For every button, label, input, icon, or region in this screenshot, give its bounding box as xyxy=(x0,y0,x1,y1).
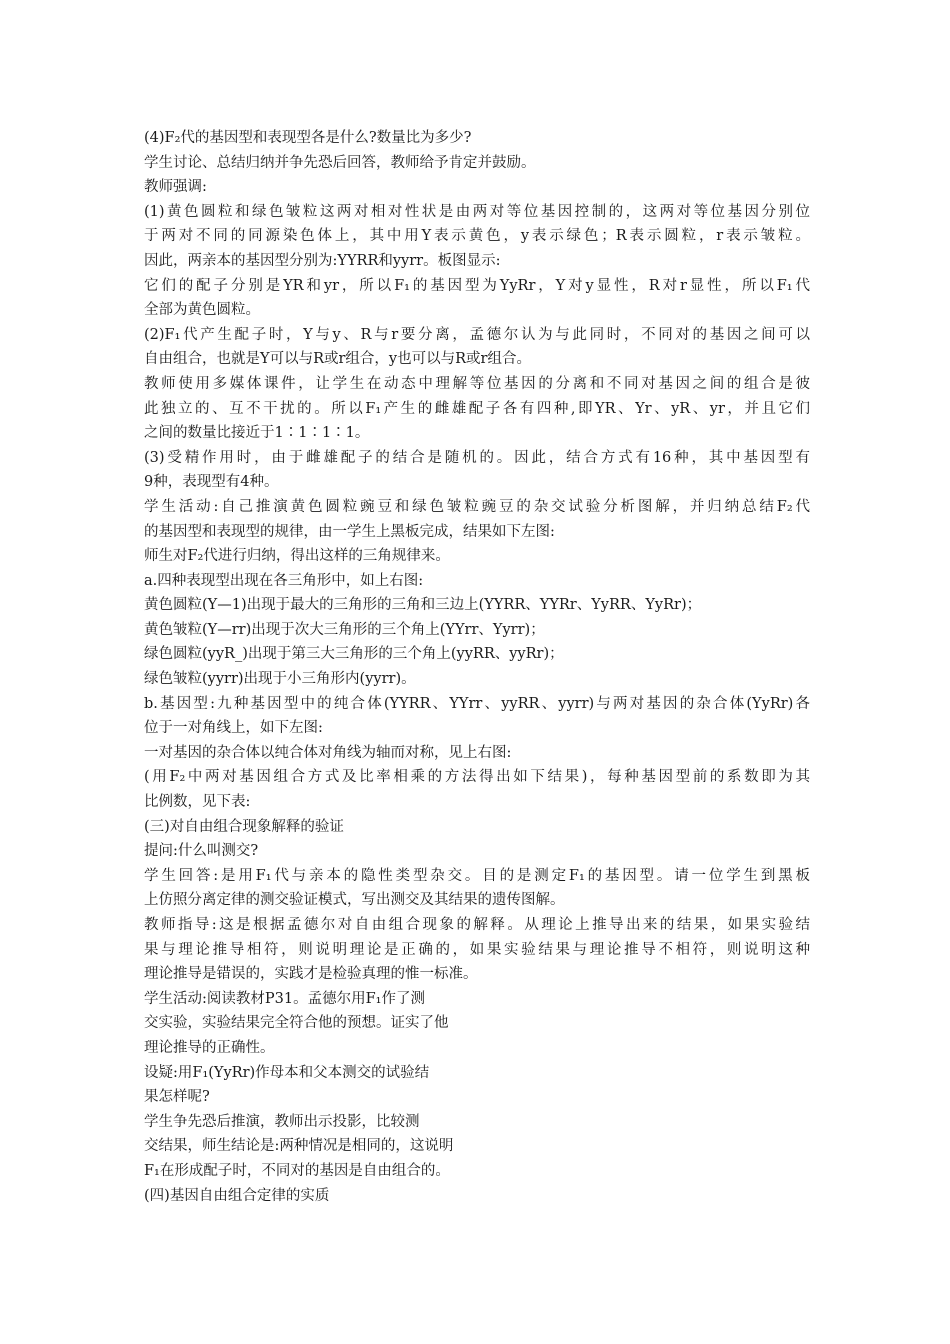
text-line: 于两对不同的同源染色体上，其中用Y表示黄色，y表示绿色；R表示圆粒，r表示皱粒。 xyxy=(144,228,810,245)
text-line: 教师使用多媒体课件，让学生在动态中理解等位基因的分离和不同对基因之间的组合是彼 xyxy=(144,375,810,392)
text-line: 教师强调: xyxy=(144,179,207,196)
text-line: 教师指导:这是根据孟德尔对自由组合现象的解释。从理论上推导出来的结果，如果实验结 xyxy=(144,917,810,933)
text-line: 全部为黄色圆粒。 xyxy=(144,302,260,319)
text-line: 位于一对角线上，如下左图: xyxy=(144,720,323,737)
text-line: 设疑:用F₁(YyRr)作母本和父本测交的试验结 xyxy=(144,1064,430,1081)
text-line: 学生活动:自己推演黄色圆粒豌豆和绿色皱粒豌豆的杂交试验分析图解，并归纳总结F₂代 xyxy=(144,498,810,515)
text-line: 因此，两亲本的基因型分别为:YYRR和yyrr。板图显示: xyxy=(144,252,501,269)
section-heading: (四)基因自由组合定律的实质 xyxy=(144,1187,330,1204)
text-line: (1)黄色圆粒和绿色皱粒这两对相对性状是由两对等位基因控制的，这两对等位基因分别位 xyxy=(144,203,810,220)
text-line: 黄色皱粒(Y—rr)出现于次大三角形的三个角上(YYrr、Yyrr)； xyxy=(144,621,545,638)
text-line: 绿色圆粒(yyR_)出现于第三大三角形的三个角上(yyRR、yyRr)； xyxy=(144,646,564,663)
text-line: (2)F₁代产生配子时，Y与y、R与r要分离，孟德尔认为与此同时，不同对的基因之间可以 xyxy=(144,326,810,343)
text-line: 学生争先恐后推演，教师出示投影，比较测 xyxy=(144,1113,420,1130)
text-line: 黄色圆粒(Y—1)出现于最大的三角形的三角和三边上(YYRR、YYRr、YyRR、YyRr)； xyxy=(144,597,702,614)
text-line: 之间的数量比接近于1∶1∶1∶1。 xyxy=(144,425,370,442)
text-line: 一对基因的杂合体以纯合体对角线为轴而对称，见上右图: xyxy=(144,744,512,761)
text-line: (4)F₂代的基因型和表现型各是什么?数量比为多少? xyxy=(144,130,472,146)
text-line: F₁在形成配子时，不同对的基因是自由组合的。 xyxy=(144,1162,450,1179)
text-line: (用F₂中两对基因组合方式及比率相乘的方法得出如下结果)，每种基因型前的系数即为其 xyxy=(144,769,810,786)
text-line: 学生讨论、总结归纳并争先恐后回答，教师给予肯定并鼓励。 xyxy=(144,154,536,171)
text-line: 绿色皱粒(yyrr)出现于小三角形内(yyrr)。 xyxy=(144,671,416,688)
text-line: (3)受精作用时，由于雌雄配子的结合是随机的。因此，结合方式有16种，其中基因型有 xyxy=(144,449,810,466)
text-line: 自由组合，也就是Y可以与R或r组合，y也可以与R或r组合。 xyxy=(144,351,531,368)
text-line: 此独立的、互不干扰的。所以F₁产生的雌雄配子各有四种,即YR、Yr、yR、yr，并且它们 xyxy=(144,400,810,417)
text-line: 学生回答:是用F₁代与亲本的隐性类型杂交。目的是测定F₁的基因型。请一位学生到黑板 xyxy=(144,867,810,884)
text-line: 交结果，师生结论是:两种情况是相同的，这说明 xyxy=(144,1138,454,1155)
text-line: 上仿照分离定律的测交验证模式，写出测交及其结果的遗传图解。 xyxy=(144,892,565,909)
text-line: 学生活动:阅读教材P31。孟德尔用F₁作了测 xyxy=(144,990,425,1007)
text-line: 的基因型和表现型的规律，由一学生上黑板完成，结果如下左图: xyxy=(144,523,555,540)
text-line: 比例数，见下表: xyxy=(144,794,251,811)
text-line: 提问:什么叫测交? xyxy=(144,843,259,860)
text-line: 交实验，实验结果完全符合他的预想。证实了他 xyxy=(144,1015,449,1032)
text-line: b.基因型:九种基因型中的纯合体(YYRR、YYrr、yyRR、yyrr)与两对基因的杂合体(YyRr)各 xyxy=(144,695,810,712)
text-line: 果怎样呢? xyxy=(144,1089,210,1106)
section-heading: (三)对自由组合现象解释的验证 xyxy=(144,818,344,835)
document-body xyxy=(144,126,810,1208)
text-line: 9种，表现型有4种。 xyxy=(144,474,279,491)
text-line: 师生对F₂代进行归纳，得出这样的三角规律来。 xyxy=(144,548,450,565)
text-line: 理论推导的正确性。 xyxy=(144,1039,275,1056)
text-line: 果与理论推导相符，则说明理论是正确的，如果实验结果与理论推导不相符，则说明这种 xyxy=(144,941,810,958)
text-line: a.四种表现型出现在各三角形中，如上右图: xyxy=(144,572,424,589)
text-line: 理论推导是错误的，实践才是检验真理的惟一标准。 xyxy=(144,966,478,983)
text-line: 它们的配子分别是YR和yr，所以F₁的基因型为YyRr，Y对y显性，R对r显性，所以F₁代 xyxy=(144,277,810,294)
